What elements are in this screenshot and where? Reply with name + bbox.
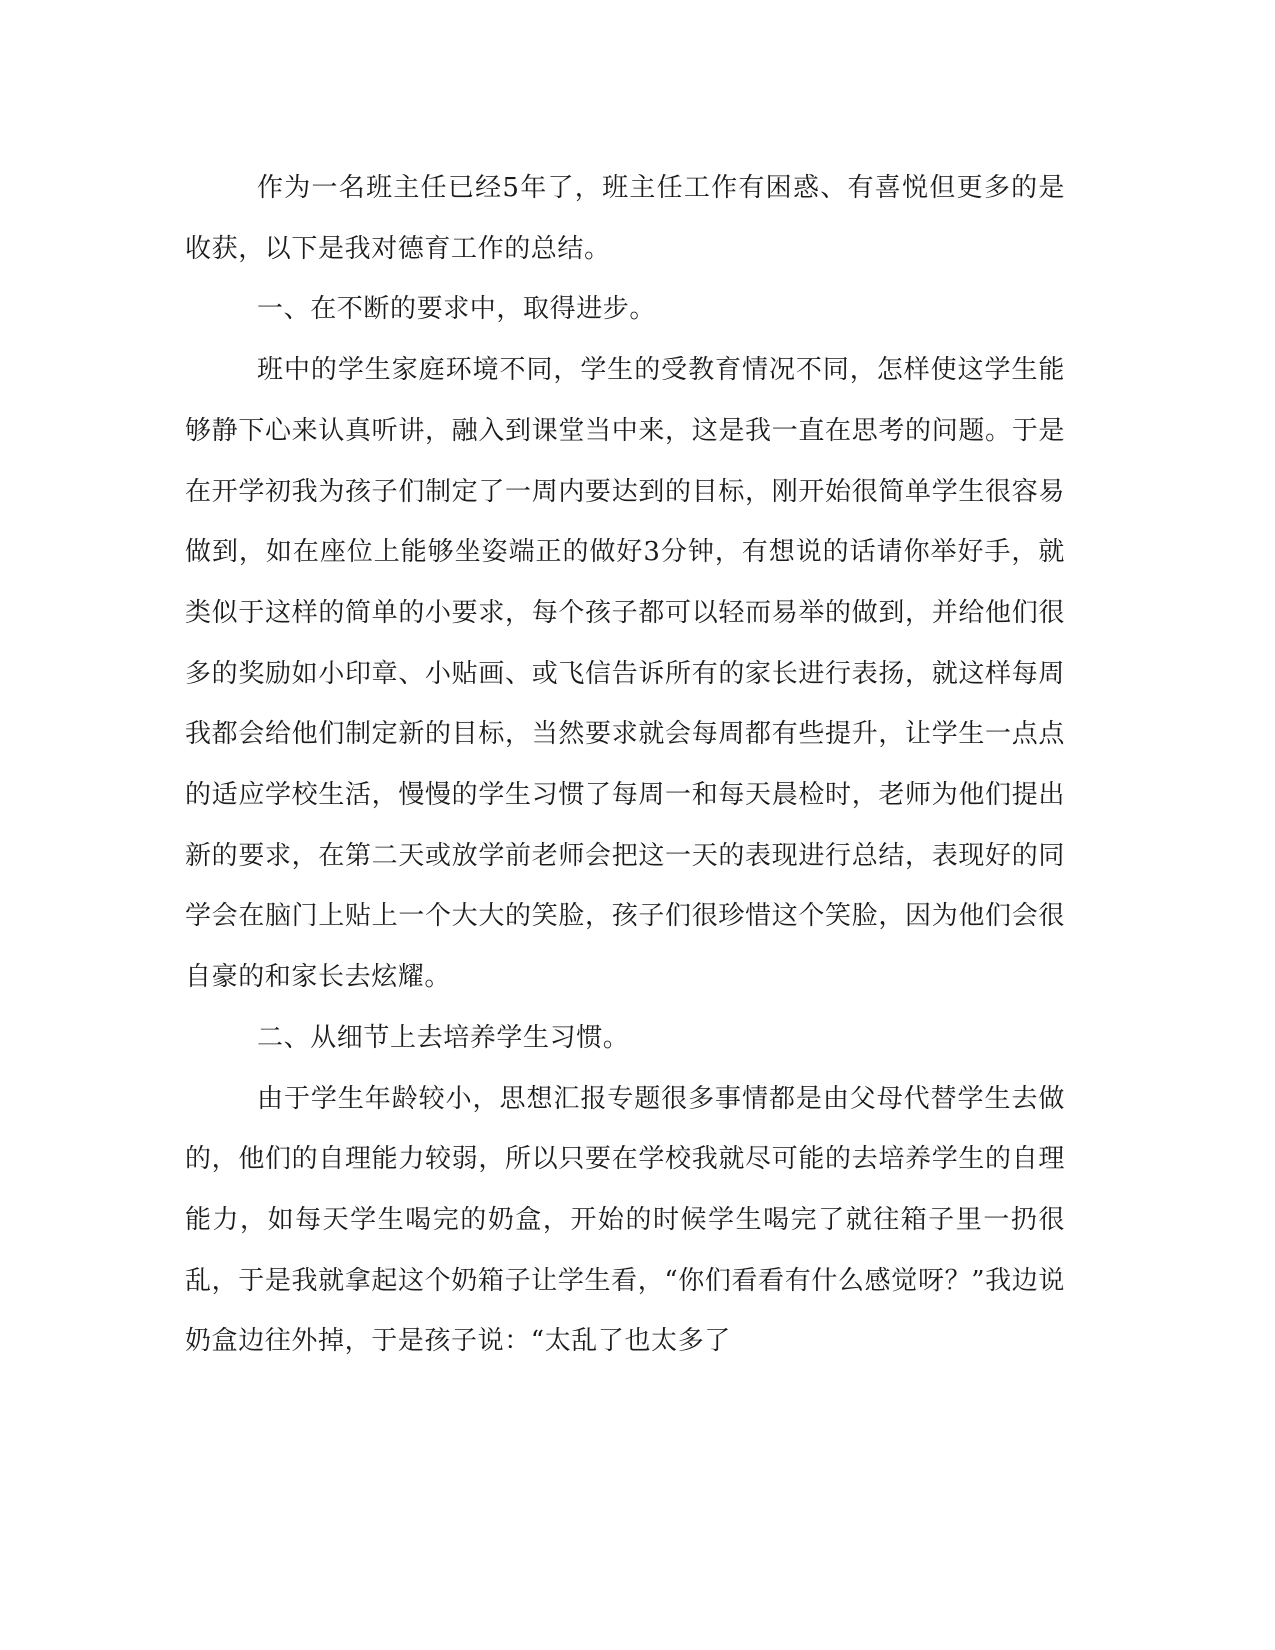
paragraph-section-1: 班中的学生家庭环境不同，学生的受教育情况不同，怎样使这学生能够静下心来认真听讲，融入到课堂当中来，这是我一直在思考的问题。于是在开学初我为孩子们制定了一周内要达到的目标，刚开始很简单学生很容易做到，如在座位上能够坐姿端正的做好3分钟，有想说的话请你举好手，就类似于这样的简单的小要求，每个孩子都可以轻而易举的做到，并给他们很多的奖励如小印章、小贴画、或飞信告诉所有的家长进行表扬，就这样每周我都会给他们制定新的目标，当然要求就会每周都有些提升，让学生一点点的适应学校生活，慢慢的学生习惯了每周一和每天晨检时，老师为他们提出新的要求，在第二天或放学前老师会把这一天的表现进行总结，表现好的同学会在脑门上贴上一个大大的笑脸，孩子们很珍惜这个笑脸，因为他们会很自豪的和家长去炫耀。 [185, 355, 1065, 993]
paragraph-section-2: 由于学生年龄较小，思想汇报专题很多事情都是由父母代替学生去做的，他们的自理能力较弱，所以只要在学校我就尽可能的去培养学生的自理能力，如每天学生喝完的奶盒，开始的时候学生喝完了就往箱子里一扔很乱，于是我就拿起这个奶箱子让学生看，“你们看看有什么感觉呀？”我边说奶盒边往外掉，于是孩子说：“太乱了也太多了 [185, 1083, 1065, 1357]
paragraph-intro: 作为一名班主任已经5年了，班主任工作有困惑、有喜悦但更多的是收获，以下是我对德育工作的总结。 [185, 173, 1065, 264]
document-body [185, 158, 1065, 1372]
section-heading-2: 二、从细节上去培养学生习惯。 [257, 1022, 630, 1053]
section-heading-1: 一、在不断的要求中，取得进步。 [257, 294, 657, 325]
